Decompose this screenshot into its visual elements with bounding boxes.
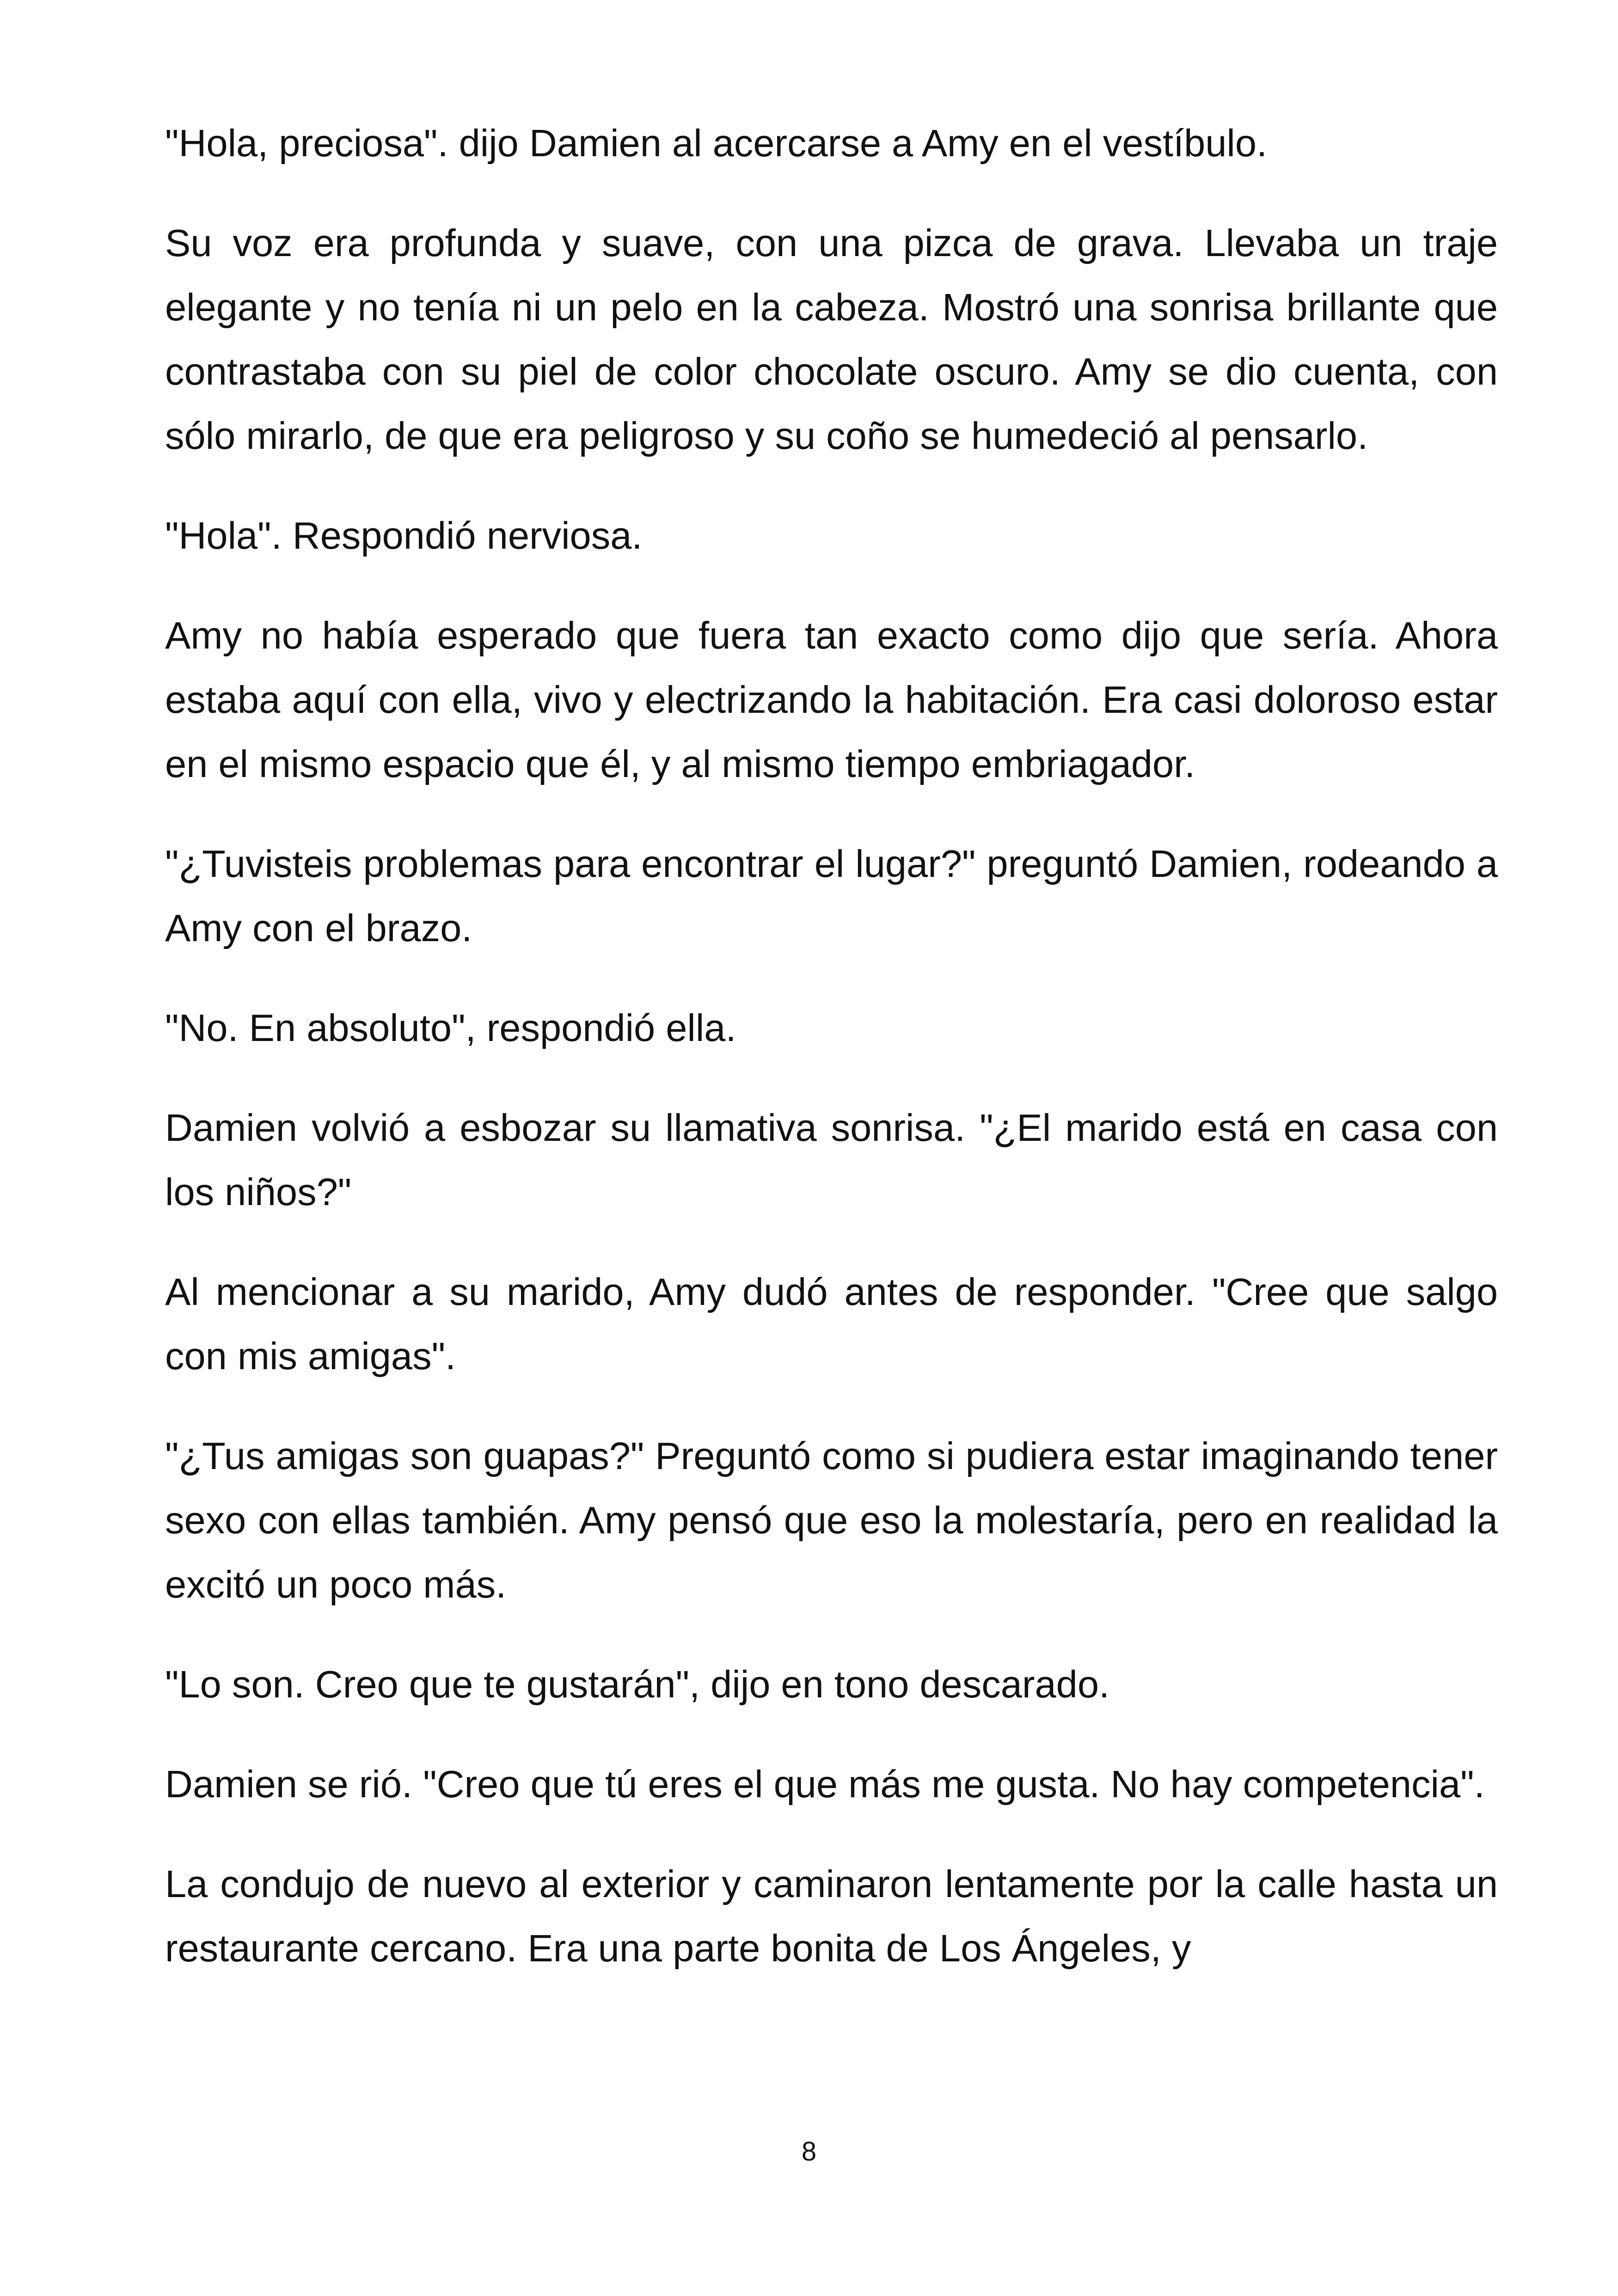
page-number: 8 (801, 2137, 817, 2167)
paragraph: "Hola". Respondió nerviosa. (165, 514, 643, 557)
paragraph: Amy no había esperado que fuera tan exacto como dijo que sería. Ahora estaba aquí con ella, vivo y electrizando la habitación. Era casi doloroso estar en el mismo espacio que él, y al mismo tiempo embriagador. (165, 614, 1498, 785)
paragraph: "Hola, preciosa". dijo Damien al acercarse a Amy en el vestíbulo. (165, 122, 1268, 165)
paragraph: "Lo son. Creo que te gustarán", dijo en tono descarado. (165, 1663, 1110, 1706)
body-text (165, 111, 1498, 2016)
paragraph: "¿Tus amigas son guapas?" Preguntó como si pudiera estar imaginando tener sexo con ellas también. Amy pensó que eso la molestaría, pero en realidad la excitó un poco más. (165, 1434, 1498, 1606)
paragraph: Su voz era profunda y suave, con una pizca de grava. Llevaba un traje elegante y no tenía ni un pelo en la cabeza. Mostró una sonrisa brillante que contrastaba con su piel de color chocolate oscuro. Amy se dio cuenta, con sólo mirarlo, de que era peligroso y su coño se humedeció al pensarlo. (165, 221, 1498, 457)
paragraph: Damien volvió a esbozar su llamativa sonrisa. "¿El marido está en casa con los niños?" (165, 1106, 1498, 1213)
paragraph: "No. En absoluto", respondió ella. (165, 1006, 736, 1049)
paragraph: "¿Tuvisteis problemas para encontrar el lugar?" preguntó Damien, rodeando a Amy con el brazo. (165, 842, 1498, 949)
paragraph: Damien se rió. "Creo que tú eres el que más me gusta. No hay competencia". (165, 1763, 1485, 1806)
paragraph: La condujo de nuevo al exterior y caminaron lentamente por la calle hasta un restaurante cercano. Era una parte bonita de Los Ángeles, y (165, 1862, 1498, 1970)
paragraph: Al mencionar a su marido, Amy dudó antes de responder. "Cree que salgo con mis amigas". (165, 1270, 1498, 1378)
